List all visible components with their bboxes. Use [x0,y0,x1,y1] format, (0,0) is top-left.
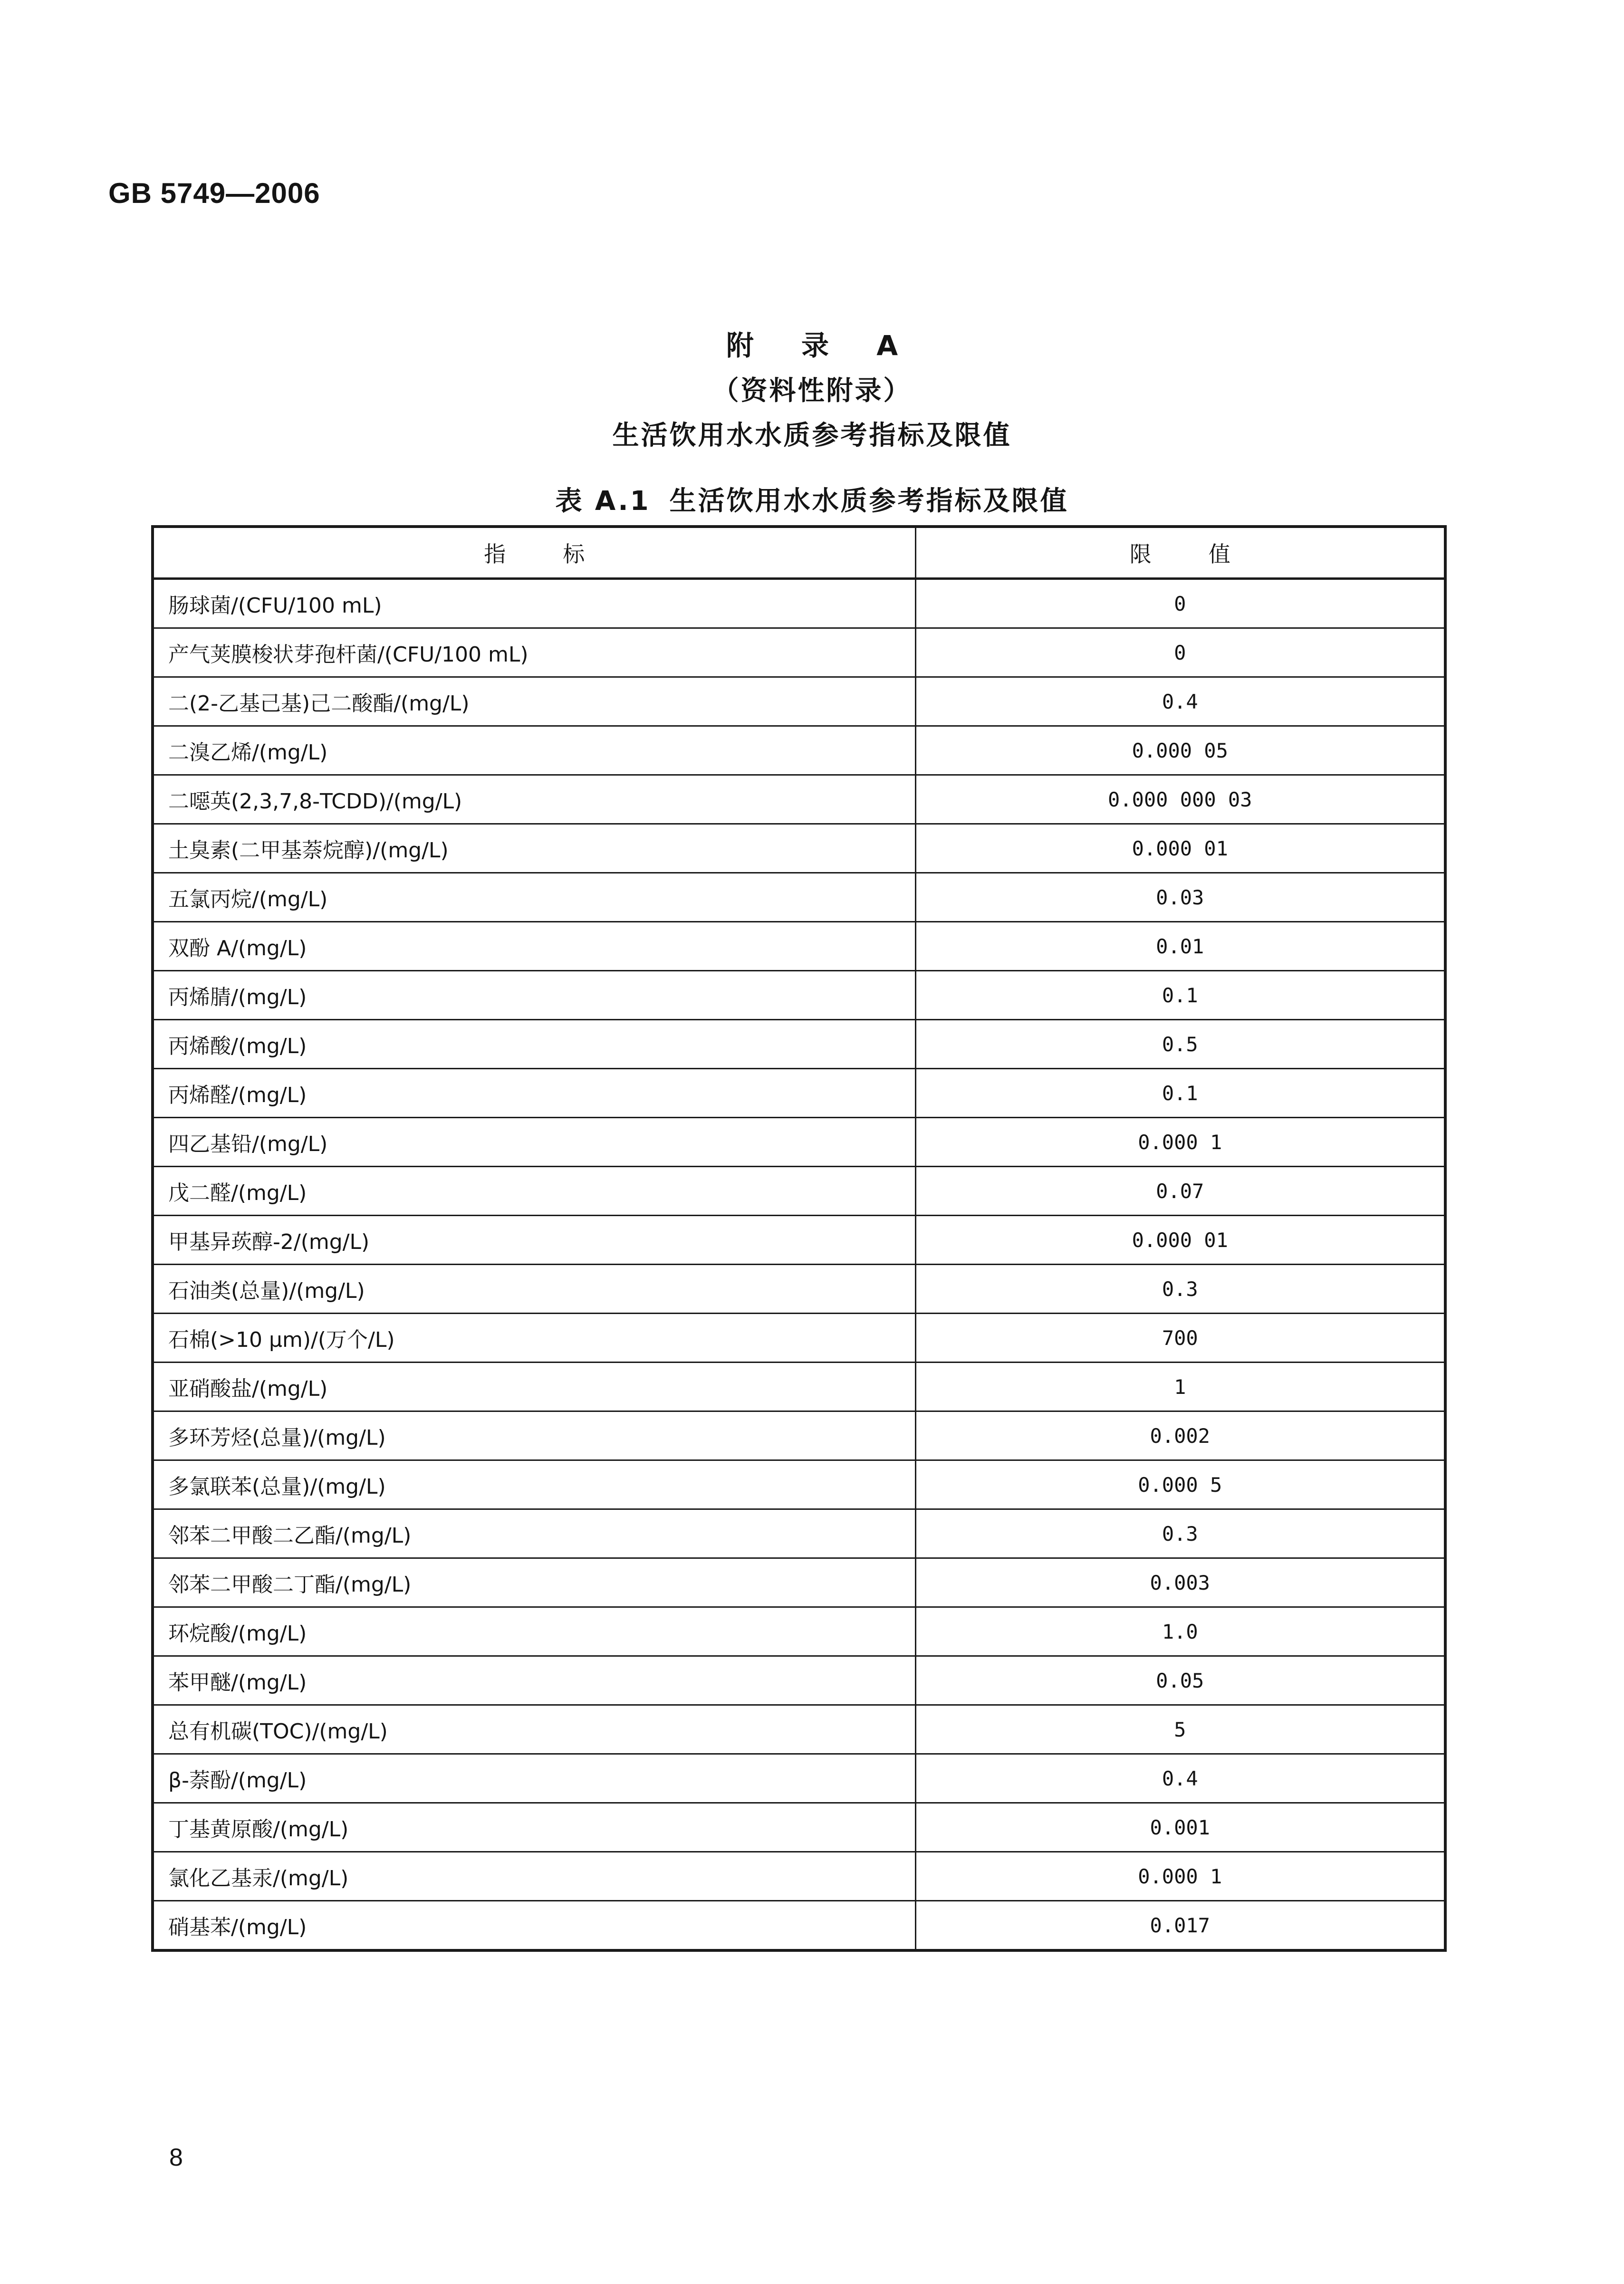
table-row [153,824,1445,873]
indicator-cell: 氯化乙基汞/(mg/L) [153,1852,915,1901]
limit-cell: 0.07 [915,1167,1445,1216]
indicator-cell: 环烷酸/(mg/L) [153,1607,915,1656]
table-row [153,971,1445,1020]
limit-cell: 0.000 1 [915,1118,1445,1167]
indicator-cell: 苯甲醚/(mg/L) [153,1656,915,1705]
indicator-cell: 二噁英(2,3,7,8-TCDD)/(mg/L) [153,775,915,824]
indicator-cell: 亚硝酸盐/(mg/L) [153,1363,915,1411]
limit-cell: 0.1 [915,1069,1445,1118]
table-row [153,1314,1445,1363]
table-row [153,1020,1445,1069]
indicator-cell: 丙烯醛/(mg/L) [153,1069,915,1118]
table-row [153,1754,1445,1803]
limit-cell: 0.000 5 [915,1460,1445,1509]
indicator-cell: 多环芳烃(总量)/(mg/L) [153,1411,915,1460]
table-row [153,1901,1445,1951]
limit-cell: 0.05 [915,1656,1445,1705]
table-row [153,1705,1445,1754]
indicator-cell: 产气荚膜梭状芽孢杆菌/(CFU/100 mL) [153,628,915,677]
limit-cell: 5 [915,1705,1445,1754]
indicator-cell: 双酚 A/(mg/L) [153,922,915,971]
limit-cell: 0.3 [915,1509,1445,1558]
limit-cell: 0 [915,628,1445,677]
limit-cell: 0.5 [915,1020,1445,1069]
table-row [153,1167,1445,1216]
reference-indicator-table [151,525,1447,1952]
limit-cell: 0 [915,579,1445,628]
table-row [153,677,1445,726]
column-header-limit: 限值 [915,527,1445,579]
indicator-cell: 四乙基铅/(mg/L) [153,1118,915,1167]
indicator-cell: 肠球菌/(CFU/100 mL) [153,579,915,628]
indicator-cell: 总有机碳(TOC)/(mg/L) [153,1705,915,1754]
table-row [153,1558,1445,1607]
indicator-cell: 多氯联苯(总量)/(mg/L) [153,1460,915,1509]
limit-cell: 700 [915,1314,1445,1363]
limit-cell: 0.017 [915,1901,1445,1951]
table-caption [0,480,1624,518]
limit-cell: 0.03 [915,873,1445,922]
limit-cell: 0.000 01 [915,1216,1445,1265]
table-row [153,1460,1445,1509]
table-row [153,922,1445,971]
limit-cell: 0.3 [915,1265,1445,1314]
table-row [153,775,1445,824]
table-row [153,1363,1445,1411]
table-row [153,1852,1445,1901]
appendix-label: 附 录 A [726,329,917,362]
appendix-nature: （资料性附录） [712,375,912,406]
appendix-title: 生活饮用水水质参考指标及限值 [612,420,1012,451]
table-caption-number: 表 A.1 [555,486,651,517]
limit-cell: 0.4 [915,1754,1445,1803]
indicator-cell: 二(2-乙基己基)己二酸酯/(mg/L) [153,677,915,726]
limit-cell: 0.4 [915,677,1445,726]
table-row [153,628,1445,677]
limit-cell: 0.01 [915,922,1445,971]
page-number: 8 [169,2144,183,2171]
limit-cell: 1.0 [915,1607,1445,1656]
limit-cell: 0.001 [915,1803,1445,1852]
limit-cell: 0.002 [915,1411,1445,1460]
indicator-cell: 丙烯腈/(mg/L) [153,971,915,1020]
indicator-cell: 邻苯二甲酸二丁酯/(mg/L) [153,1558,915,1607]
indicator-cell: 戊二醛/(mg/L) [153,1167,915,1216]
table-row [153,579,1445,628]
limit-cell: 0.000 01 [915,824,1445,873]
table-row [153,1509,1445,1558]
table-header-row [153,527,1445,579]
table-row [153,1656,1445,1705]
table-row [153,1803,1445,1852]
limit-cell: 0.000 000 03 [915,775,1445,824]
column-header-indicator: 指标 [153,527,915,579]
standard-number: GB 5749—2006 [108,177,320,209]
table-row [153,1069,1445,1118]
limit-cell: 0.000 1 [915,1852,1445,1901]
table-body [153,579,1445,1951]
limit-cell: 0.003 [915,1558,1445,1607]
table-caption-title: 生活饮用水水质参考指标及限值 [669,486,1069,517]
limit-cell: 0.1 [915,971,1445,1020]
indicator-cell: 甲基异莰醇-2/(mg/L) [153,1216,915,1265]
table-row [153,1118,1445,1167]
indicator-cell: β-萘酚/(mg/L) [153,1754,915,1803]
table-row [153,726,1445,775]
indicator-cell: 石油类(总量)/(mg/L) [153,1265,915,1314]
indicator-cell: 二溴乙烯/(mg/L) [153,726,915,775]
table-row [153,1411,1445,1460]
indicator-cell: 硝基苯/(mg/L) [153,1901,915,1951]
indicator-cell: 丙烯酸/(mg/L) [153,1020,915,1069]
table-row [153,1607,1445,1656]
indicator-cell: 石棉(>10 μm)/(万个/L) [153,1314,915,1363]
indicator-cell: 五氯丙烷/(mg/L) [153,873,915,922]
indicator-cell: 邻苯二甲酸二乙酯/(mg/L) [153,1509,915,1558]
table-row [153,1265,1445,1314]
table-row [153,873,1445,922]
limit-cell: 1 [915,1363,1445,1411]
limit-cell: 0.000 05 [915,726,1445,775]
table-row [153,1216,1445,1265]
indicator-cell: 丁基黄原酸/(mg/L) [153,1803,915,1852]
indicator-cell: 土臭素(二甲基萘烷醇)/(mg/L) [153,824,915,873]
